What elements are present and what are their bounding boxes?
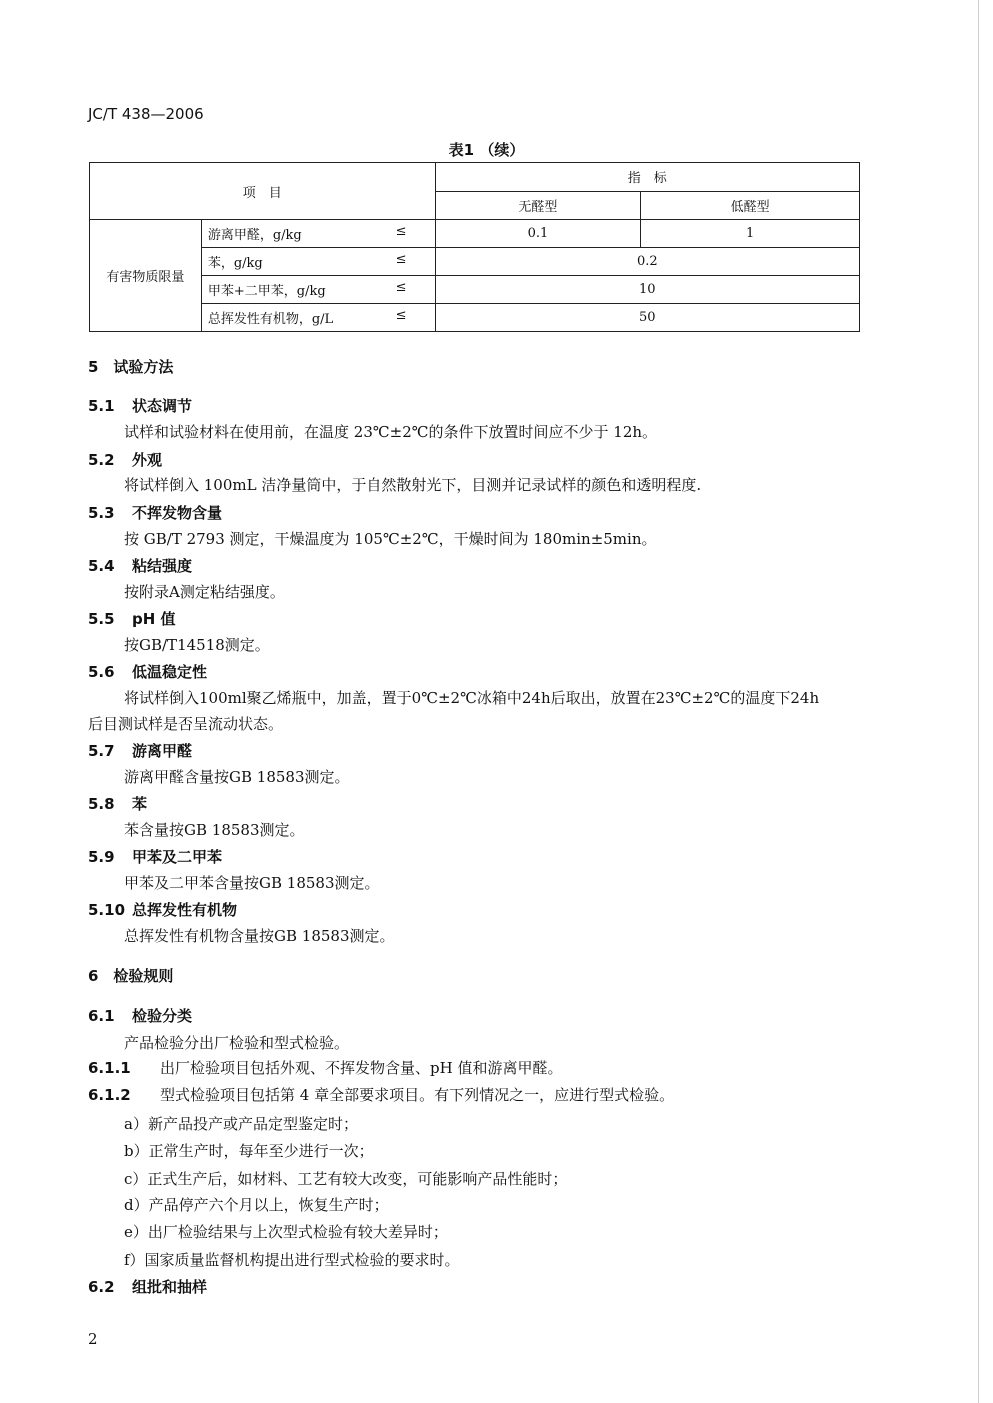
paragraph-5-6-line1: 将试样倒入100ml聚乙烯瓶中，加盖，置于0℃±2℃冰箱中24h后取出，放置在23℃±2℃的温度下24h — [124, 689, 820, 707]
heading-5-6: 5.6 低温稳定性 — [88, 663, 208, 681]
requirements-table — [89, 162, 860, 332]
row-name: 甲苯+二甲苯，g/kg ≤ — [201, 276, 435, 304]
cell-value: 0.1 — [435, 220, 641, 248]
table-row — [90, 248, 860, 276]
paragraph-5-6-line2: 后目测试样是否呈流动状态。 — [88, 715, 284, 733]
row-name: 总挥发性有机物，g/L ≤ — [201, 304, 435, 332]
header-index: 指 标 — [435, 163, 859, 192]
page-number: 2 — [88, 1330, 98, 1348]
row-name: 游离甲醛，g/kg ≤ — [201, 220, 435, 248]
paragraph-5-5: 按GB/T14518测定。 — [124, 636, 270, 654]
clause-6-1-1: 6.1.1 出厂检验项目包括外观、不挥发物含量、pH 值和游离甲醛。 — [88, 1059, 563, 1077]
paragraph-5-9: 甲苯及二甲苯含量按GB 18583测定。 — [124, 874, 380, 892]
group-label: 有害物质限量 — [90, 220, 202, 332]
row-name: 苯，g/kg ≤ — [201, 248, 435, 276]
heading-5-8: 5.8 苯 — [88, 795, 148, 813]
paragraph-5-3: 按 GB/T 2793 测定，干燥温度为 105℃±2℃，干燥时间为 180min±5min。 — [124, 530, 657, 548]
table-row — [90, 220, 860, 248]
heading-5-2: 5.2 外观 — [88, 451, 163, 469]
cell-value: 10 — [435, 276, 859, 304]
paragraph-5-10: 总挥发性有机物含量按GB 18583测定。 — [124, 927, 395, 945]
heading-6-1: 6.1 检验分类 — [88, 1007, 193, 1025]
heading-6-2: 6.2 组批和抽样 — [88, 1278, 208, 1296]
clause-6-1-2: 6.1.2 型式检验项目包括第 4 章全部要求项目。有下列情况之一，应进行型式检验。 — [88, 1086, 675, 1104]
cell-value: 1 — [641, 220, 860, 248]
heading-5-4: 5.4 粘结强度 — [88, 557, 193, 575]
paragraph-5-7: 游离甲醛含量按GB 18583测定。 — [124, 768, 350, 786]
list-item: b）正常生产时，每年至少进行一次； — [124, 1142, 374, 1160]
heading-5-5: 5.5 pH 值 — [88, 610, 176, 628]
table-row — [90, 304, 860, 332]
heading-5-1: 5.1 状态调节 — [88, 397, 193, 415]
heading-5-10: 5.10 总挥发性有机物 — [88, 901, 238, 919]
table-header-row — [90, 163, 860, 192]
cell-value: 50 — [435, 304, 859, 332]
heading-5-3: 5.3 不挥发物含量 — [88, 504, 223, 522]
paragraph-5-8: 苯含量按GB 18583测定。 — [124, 821, 305, 839]
list-item: d）产品停产六个月以上，恢复生产时； — [124, 1196, 389, 1214]
section-6-heading: 6 检验规则 — [88, 967, 174, 985]
heading-5-7: 5.7 游离甲醛 — [88, 742, 193, 760]
section-5-heading: 5 试验方法 — [88, 358, 174, 376]
header-item: 项 目 — [90, 163, 436, 220]
list-item: a）新产品投产或产品定型鉴定时； — [124, 1115, 358, 1133]
table-row — [90, 276, 860, 304]
paragraph-5-2: 将试样倒入 100mL 洁净量筒中，于自然散射光下，目测并记录试样的颜色和透明程度. — [124, 476, 702, 494]
header-no-formaldehyde: 无醛型 — [435, 191, 641, 220]
paragraph-5-1: 试样和试验材料在使用前，在温度 23℃±2℃的条件下放置时间应不少于 12h。 — [124, 423, 658, 441]
table-caption: 表1 （续） — [448, 141, 525, 159]
paragraph-5-4: 按附录A测定粘结强度。 — [124, 583, 285, 601]
heading-5-9: 5.9 甲苯及二甲苯 — [88, 848, 223, 866]
paragraph-6-1: 产品检验分出厂检验和型式检验。 — [124, 1034, 350, 1052]
standard-number: JC/T 438—2006 — [88, 105, 204, 123]
list-item: c）正式生产后，如材料、工艺有较大改变，可能影响产品性能时； — [124, 1170, 568, 1188]
scan-edge-line — [978, 0, 979, 1403]
list-item: e）出厂检验结果与上次型式检验有较大差异时； — [124, 1223, 448, 1241]
cell-value: 0.2 — [435, 248, 859, 276]
header-low-formaldehyde: 低醛型 — [641, 191, 860, 220]
list-item: f）国家质量监督机构提出进行型式检验的要求时。 — [124, 1251, 460, 1269]
